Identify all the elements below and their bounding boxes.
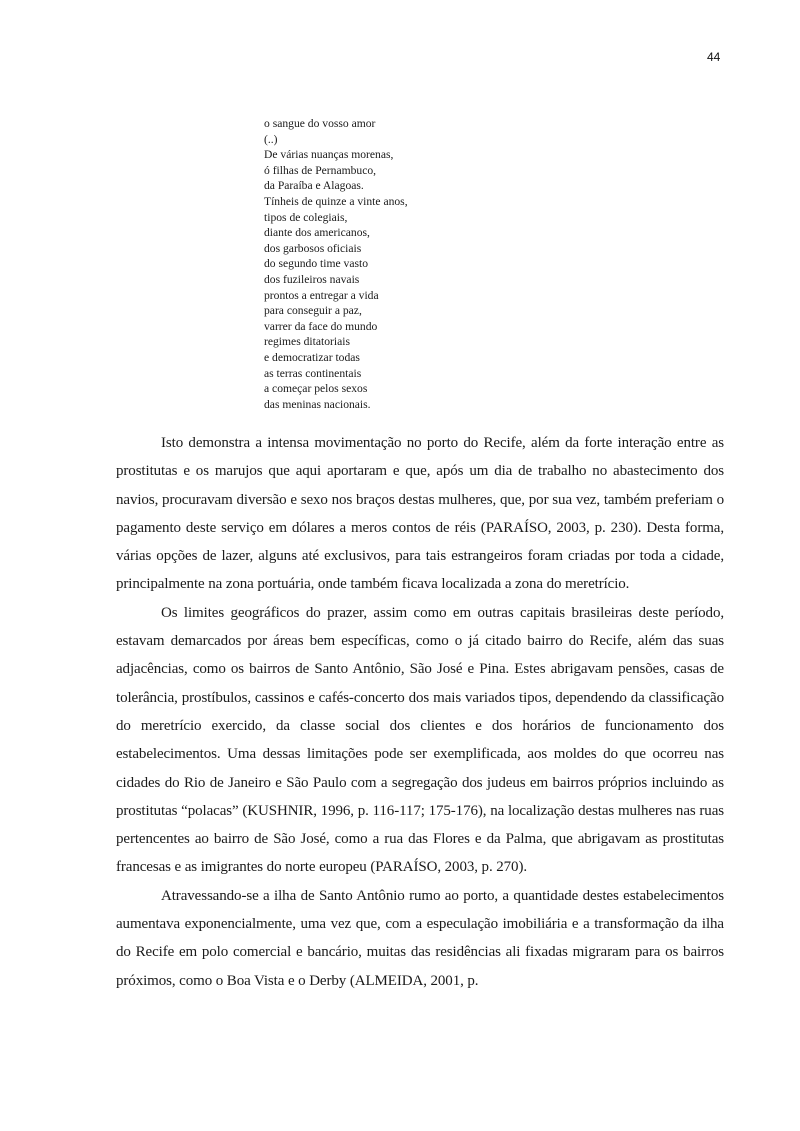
poem-line: a começar pelos sexos: [264, 382, 368, 396]
poem-line: diante dos americanos,: [264, 226, 370, 240]
poem-line: dos garbosos oficiais: [264, 241, 362, 255]
poem-line: para conseguir a paz,: [264, 304, 362, 318]
poem-line: do segundo time vasto: [264, 257, 369, 271]
poem-line: das meninas nacionais.: [264, 397, 371, 411]
poem-line: da Paraíba e Alagoas.: [264, 179, 364, 193]
paragraph: Os limites geográficos do prazer, assim como em outras capitais brasileiras deste período, estavam demarcados por áreas bem específicas, como o já citado bairro do Recife, além das suas adjacências, como os bairros de Santo Antônio, São José e Pina. Estes abrigavam pensões, casas de tolerância, prostíbulos, cassinos e cafés-concerto dos mais variados tipos, dependendo da classificação do meretrício exercido, da classe social dos clientes e dos horários de funcionamento dos estabelecimentos. Uma dessas limitações pode ser exemplificada, aos moldes do que ocorreu nas cidades do Rio de Janeiro e São Paulo com a segregação dos judeus em bairros próprios incluindo as prostitutas “polacas” (KUSHNIR, 1996, p. 116-117; 175-176), na localização destas mulheres nas ruas pertencentes ao bairro de São José, como a rua das Flores e da Palma, que abrigavam as prostitutas francesas e as imigrantes do norte europeu (PARAÍSO, 2003, p. 270).: [116, 604, 724, 876]
body-text: [116, 429, 724, 995]
poem-line: dos fuzileiros navais: [264, 272, 360, 286]
poem-line: (..): [264, 132, 278, 146]
poem-line: De várias nuanças morenas,: [264, 148, 394, 162]
page-number: 44: [707, 50, 721, 64]
poem-line: as terras continentais: [264, 366, 362, 380]
paragraph: Atravessando-se a ilha de Santo Antônio rumo ao porto, a quantidade destes estabelecimentos aumentava exponencialmente, uma vez que, com a especulação imobiliária e a transformação da ilha do Recife em polo comercial e bancário, muitas das residências ali fixadas migraram para os bairros próximos, como o Boa Vista e o Derby (ALMEIDA, 2001, p.: [116, 887, 724, 989]
poem-quote: [264, 116, 564, 412]
poem-line: prontos a entregar a vida: [264, 288, 379, 302]
poem-line: o sangue do vosso amor: [264, 117, 376, 130]
poem-line: e democratizar todas: [264, 350, 360, 364]
poem-line: ó filhas de Pernambuco,: [264, 163, 377, 177]
poem-line: regimes ditatoriais: [264, 335, 350, 349]
poem-line: Tínheis de quinze a vinte anos,: [264, 194, 408, 208]
poem-line: varrer da face do mundo: [264, 319, 378, 333]
paragraph: Isto demonstra a intensa movimentação no porto do Recife, além da forte interação entre as prostitutas e os marujos que aqui aportaram e que, após um dia de trabalho no abastecimento dos navios, procuravam diversão e sexo nos braços destas mulheres, que, por sua vez, também preferiam o pagamento deste serviço em dólares a meros contos de réis (PARAÍSO, 2003, p. 230). Desta forma, várias opções de lazer, alguns até exclusivos, para tais estrangeiros foram criadas por toda a cidade, principalmente na zona portuária, onde também ficava localizada a zona do meretrício.: [116, 435, 724, 593]
poem-line: tipos de colegiais,: [264, 210, 348, 224]
